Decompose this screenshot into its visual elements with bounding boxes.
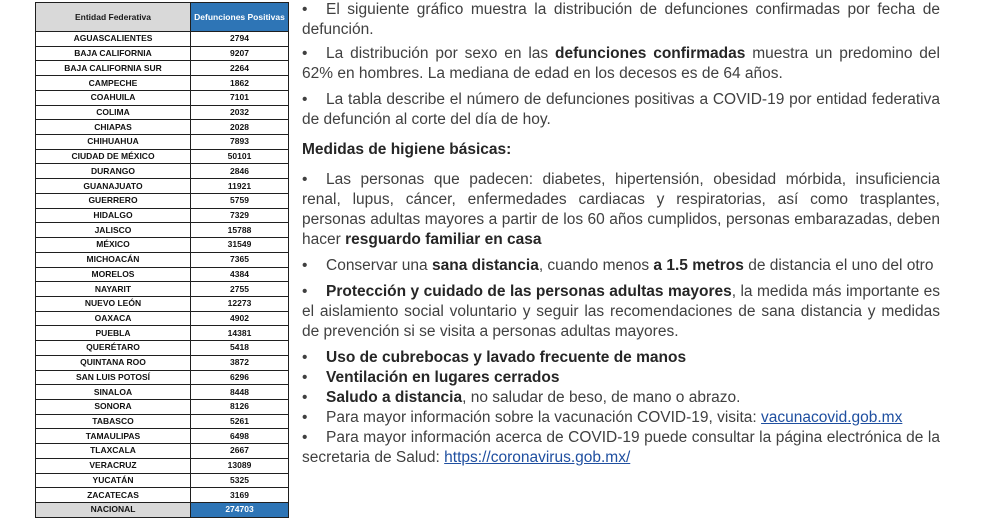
vacunacovid-link[interactable]: vacunacovid.gob.mx xyxy=(761,409,903,426)
text-segment: Para mayor información acerca de COVID-19 puede consultar la página electrónica de la secretaria de Salud: xyxy=(302,429,940,466)
measure-ventilacion xyxy=(302,368,940,388)
text-segment: muestra un predomino del 62% en hombres. La mediana de edad en los decesos es de 64 años. xyxy=(302,45,940,82)
table-header-row xyxy=(36,3,289,32)
paragraph-tabla-text: La tabla describe el número de defunciones positivas a COVID-19 por entidad federativa de defunción al corte del día de hoy. xyxy=(302,91,940,128)
defunciones-cell: 1862 xyxy=(191,76,289,91)
defunciones-cell: 5759 xyxy=(191,193,289,208)
measure-sana-distancia xyxy=(302,256,940,276)
bullet: • xyxy=(302,389,308,406)
table-row xyxy=(36,238,289,253)
bullet: • xyxy=(302,283,308,300)
entidad-cell: GUANAJUATO xyxy=(36,179,191,194)
table-row xyxy=(36,458,289,473)
entidad-cell: VERACRUZ xyxy=(36,458,191,473)
defunciones-cell: 6296 xyxy=(191,370,289,385)
table-row xyxy=(36,76,289,91)
table-row xyxy=(36,296,289,311)
entidad-cell: JALISCO xyxy=(36,223,191,238)
entidad-cell: MICHOACÁN xyxy=(36,252,191,267)
text-bold: defunciones confirmadas xyxy=(555,45,746,62)
table-row xyxy=(36,120,289,135)
defunciones-cell: 2794 xyxy=(191,32,289,47)
text-segment: , cuando menos xyxy=(538,257,654,274)
defunciones-cell: 7893 xyxy=(191,135,289,150)
table-row xyxy=(36,385,289,400)
defunciones-cell: 8126 xyxy=(191,399,289,414)
table-row xyxy=(36,223,289,238)
entidad-cell: COLIMA xyxy=(36,105,191,120)
table-row xyxy=(36,267,289,282)
table-row xyxy=(36,326,289,341)
entidad-cell: CHIAPAS xyxy=(36,120,191,135)
text-segment: de distancia el uno del otro xyxy=(743,257,934,274)
measure-cubrebocas xyxy=(302,348,940,368)
bullet: • xyxy=(302,369,308,386)
measure-info-covid xyxy=(302,428,940,468)
bullet: • xyxy=(302,349,308,366)
table-row xyxy=(36,208,289,223)
text-segment: Conservar una xyxy=(326,257,432,274)
defunciones-cell: 5261 xyxy=(191,414,289,429)
text-bold: Ventilación en lugares cerrados xyxy=(326,369,560,386)
measure-resguardo xyxy=(302,170,940,250)
entidad-cell: MÉXICO xyxy=(36,238,191,253)
measure-adultos-mayores xyxy=(302,282,940,342)
bullet: • xyxy=(302,45,308,62)
defunciones-cell: 12273 xyxy=(191,296,289,311)
defunciones-cell: 2264 xyxy=(191,61,289,76)
defunciones-cell: 11921 xyxy=(191,179,289,194)
defunciones-table xyxy=(35,2,289,518)
table-row xyxy=(36,149,289,164)
entidad-cell: CAMPECHE xyxy=(36,76,191,91)
defunciones-cell: 5418 xyxy=(191,341,289,356)
table-row xyxy=(36,252,289,267)
entidad-cell: TAMAULIPAS xyxy=(36,429,191,444)
measure-vacunacion xyxy=(302,408,940,428)
entidad-cell: DURANGO xyxy=(36,164,191,179)
entidad-cell: COAHUILA xyxy=(36,90,191,105)
entidad-cell: TLAXCALA xyxy=(36,444,191,459)
defunciones-cell: 8448 xyxy=(191,385,289,400)
entidad-cell: SONORA xyxy=(36,399,191,414)
defunciones-cell: 7365 xyxy=(191,252,289,267)
defunciones-table-container xyxy=(35,2,288,518)
entidad-cell: YUCATÁN xyxy=(36,473,191,488)
table-row xyxy=(36,473,289,488)
entidad-cell: CIUDAD DE MÉXICO xyxy=(36,149,191,164)
entidad-cell: QUERÉTARO xyxy=(36,341,191,356)
defunciones-cell: 6498 xyxy=(191,429,289,444)
table-row xyxy=(36,414,289,429)
defunciones-cell: 3872 xyxy=(191,355,289,370)
table-row xyxy=(36,90,289,105)
defunciones-cell: 2667 xyxy=(191,444,289,459)
table-row xyxy=(36,46,289,61)
entidad-cell: BAJA CALIFORNIA SUR xyxy=(36,61,191,76)
header-defunciones: Defunciones Positivas xyxy=(191,3,289,32)
text-segment: , no saludar de beso, de mano o abrazo. xyxy=(462,389,741,406)
table-row xyxy=(36,105,289,120)
defunciones-cell: 7329 xyxy=(191,208,289,223)
table-row xyxy=(36,179,289,194)
table-row xyxy=(36,429,289,444)
bullet: • xyxy=(302,1,308,18)
entidad-cell: TABASCO xyxy=(36,414,191,429)
text-bold: sana distancia xyxy=(431,257,539,274)
table-row xyxy=(36,399,289,414)
table-row xyxy=(36,370,289,385)
header-entidad: Entidad Federativa xyxy=(36,3,191,32)
entidad-cell: QUINTANA ROO xyxy=(36,355,191,370)
text-segment: Las personas que padecen: diabetes, hipertensión, obesidad mórbida, insuficiencia renal, lupus, cáncer, enfermedades cardiacas y respiratorias, así como trasplantes, personas adultas mayores a partir de los 60 años cumplidos, personas embarazadas, deben hacer xyxy=(302,171,940,248)
text-bold: resguardo familiar en casa xyxy=(345,231,542,248)
defunciones-cell: 2755 xyxy=(191,282,289,297)
text-bold: Protección y cuidado de las personas adultas mayores xyxy=(326,283,732,300)
total-label-cell: NACIONAL xyxy=(36,503,191,518)
defunciones-cell: 31549 xyxy=(191,238,289,253)
table-row xyxy=(36,282,289,297)
entidad-cell: SAN LUIS POTOSÍ xyxy=(36,370,191,385)
bullet: • xyxy=(302,171,308,188)
entidad-cell: AGUASCALIENTES xyxy=(36,32,191,47)
table-row xyxy=(36,32,289,47)
entidad-cell: MORELOS xyxy=(36,267,191,282)
text-segment: La distribución por sexo en las xyxy=(326,45,556,62)
section-heading: Medidas de higiene básicas: xyxy=(302,141,512,158)
defunciones-cell: 2028 xyxy=(191,120,289,135)
measure-saludo xyxy=(302,388,940,408)
defunciones-cell: 4902 xyxy=(191,311,289,326)
text-segment: Para mayor información sobre la vacunación COVID-19, visita: xyxy=(326,409,762,426)
defunciones-cell: 5325 xyxy=(191,473,289,488)
entidad-cell: ZACATECAS xyxy=(36,488,191,503)
table-row xyxy=(36,164,289,179)
paragraph-grafico xyxy=(302,0,940,40)
text-bold: Saludo a distancia xyxy=(326,389,463,406)
defunciones-cell: 15788 xyxy=(191,223,289,238)
paragraph-sexo xyxy=(302,44,940,84)
text-segment: , la medida más importante es el aislamiento social voluntario y seguir las recomendaciones de sana distancia y medidas de prevención si se visita a personas adultas mayores. xyxy=(302,283,940,340)
table-row xyxy=(36,311,289,326)
defunciones-cell: 4384 xyxy=(191,267,289,282)
entidad-cell: HIDALGO xyxy=(36,208,191,223)
table-row xyxy=(36,61,289,76)
table-row xyxy=(36,341,289,356)
table-row xyxy=(36,193,289,208)
paragraph-tabla xyxy=(302,90,940,130)
entidad-cell: GUERRERO xyxy=(36,193,191,208)
total-value-cell: 274703 xyxy=(191,503,289,518)
text-bold: a 1.5 metros xyxy=(653,257,744,274)
defunciones-cell: 3169 xyxy=(191,488,289,503)
bullet: • xyxy=(302,257,308,274)
paragraph-grafico-text: El siguiente gráfico muestra la distribución de defunciones confirmadas por fecha de defunción. xyxy=(302,1,940,38)
text-bold: Uso de cubrebocas y lavado frecuente de manos xyxy=(326,349,687,366)
entidad-cell: PUEBLA xyxy=(36,326,191,341)
bullet: • xyxy=(302,429,308,446)
defunciones-cell: 50101 xyxy=(191,149,289,164)
entidad-cell: NUEVO LEÓN xyxy=(36,296,191,311)
defunciones-cell: 2032 xyxy=(191,105,289,120)
table-body xyxy=(36,32,289,518)
table-row xyxy=(36,488,289,503)
table-total-row xyxy=(36,503,289,518)
coronavirus-link[interactable]: https://coronavirus.gob.mx/ xyxy=(444,449,631,466)
bullet: • xyxy=(302,91,308,108)
defunciones-cell: 7101 xyxy=(191,90,289,105)
entidad-cell: CHIHUAHUA xyxy=(36,135,191,150)
defunciones-cell: 2846 xyxy=(191,164,289,179)
info-text-column xyxy=(302,0,940,468)
table-row xyxy=(36,355,289,370)
defunciones-cell: 9207 xyxy=(191,46,289,61)
defunciones-cell: 13089 xyxy=(191,458,289,473)
bullet: • xyxy=(302,409,308,426)
entidad-cell: BAJA CALIFORNIA xyxy=(36,46,191,61)
entidad-cell: OAXACA xyxy=(36,311,191,326)
table-row xyxy=(36,444,289,459)
entidad-cell: NAYARIT xyxy=(36,282,191,297)
table-row xyxy=(36,135,289,150)
entidad-cell: SINALOA xyxy=(36,385,191,400)
defunciones-cell: 14381 xyxy=(191,326,289,341)
